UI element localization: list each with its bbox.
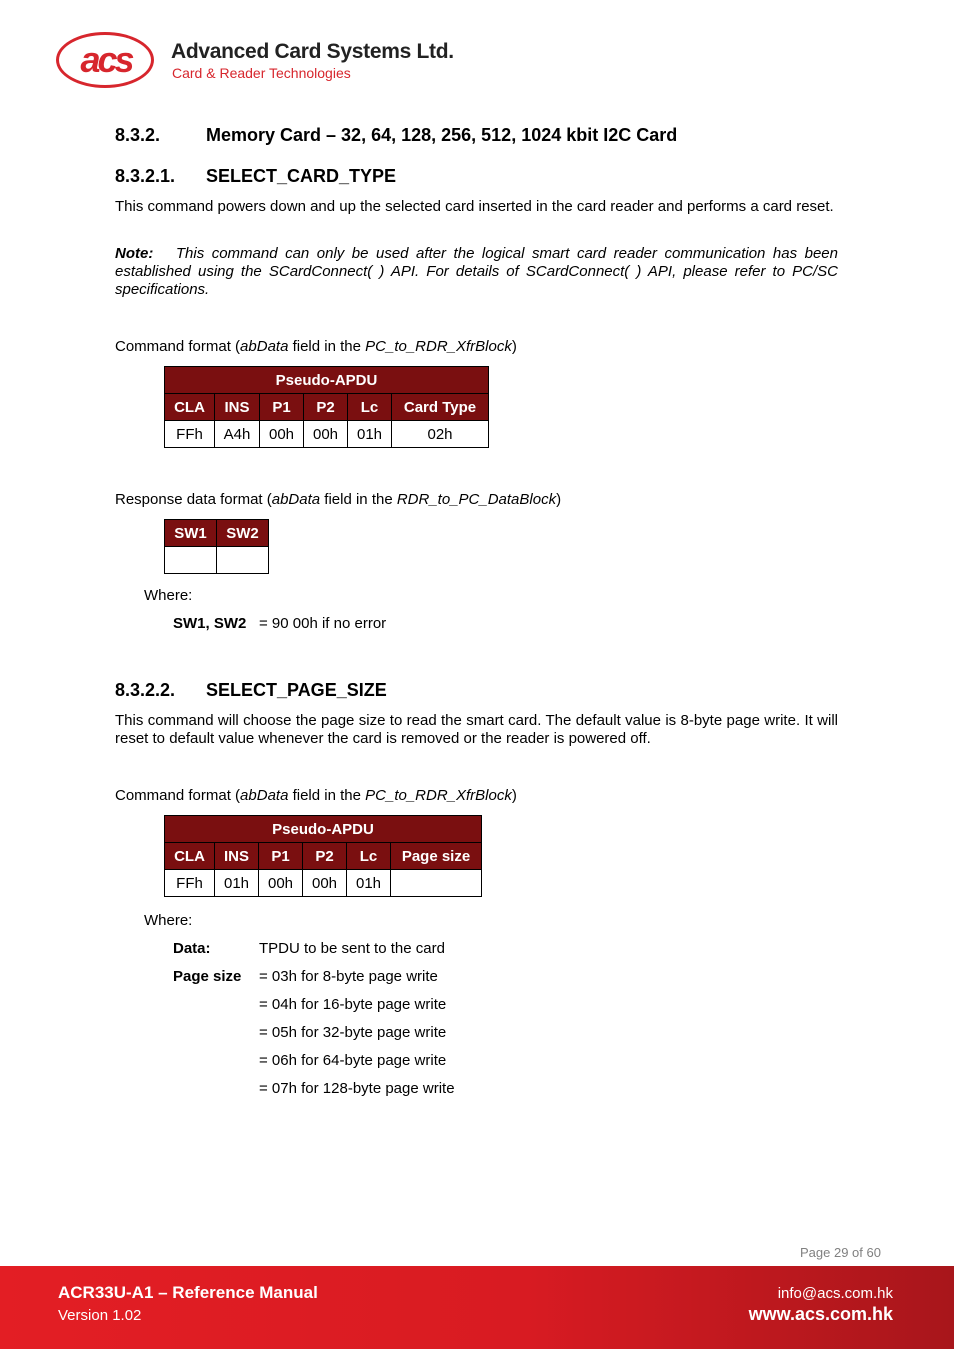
- format-block: RDR_to_PC_DataBlock: [396, 491, 557, 508]
- table-cell: FFh: [165, 421, 215, 448]
- table-header-cell: P2: [303, 843, 347, 870]
- table-cell: 00h: [260, 421, 304, 448]
- table-cell: 01h: [348, 421, 392, 448]
- table-header-cell: Lc: [347, 843, 391, 870]
- definition-desc: = 04h for 16-byte page write: [259, 996, 447, 1013]
- table-cell: A4h: [215, 421, 260, 448]
- description-paragraph: This command powers down and up the selected card inserted in the card reader and performs a card reset.: [115, 198, 834, 215]
- table-header-cell: CLA: [165, 394, 215, 421]
- table-cell: [165, 547, 217, 574]
- table-cell: 02h: [392, 421, 489, 448]
- note-text: This command can only be used after the logical smart card reader communication has been established using the SCardConnect( ) API. For details of SCardConnect( ) API, please refer to PC/SC specifications.: [115, 245, 838, 298]
- page-number: Page 29 of 60: [800, 1245, 881, 1260]
- format-suffix: ): [556, 491, 562, 508]
- table-title: Pseudo-APDU: [165, 367, 489, 394]
- format-field: abData: [240, 338, 289, 355]
- subsection-number: 8.3.2.1.: [115, 166, 176, 186]
- table-cell: 01h: [215, 870, 259, 897]
- table-cell: 01h: [347, 870, 391, 897]
- table-cell: FFh: [165, 870, 215, 897]
- subsection-number: 8.3.2.2.: [115, 680, 176, 700]
- definition-desc: TPDU to be sent to the card: [259, 940, 445, 957]
- select-card-type-table: [164, 366, 489, 448]
- note-label: Note:: [115, 245, 154, 262]
- contact-email[interactable]: info@acs.com.hk: [777, 1285, 893, 1302]
- definition-term: Data:: [173, 940, 211, 957]
- where-label: Where:: [144, 587, 193, 604]
- format-middle: field in the: [320, 491, 397, 508]
- table-cell: [217, 547, 269, 574]
- section-title: Memory Card – 32, 64, 128, 256, 512, 1024 kbit I2C Card: [206, 125, 678, 145]
- table-header-cell: SW1: [165, 520, 217, 547]
- format-suffix: ): [511, 787, 517, 804]
- subsection-title: SELECT_PAGE_SIZE: [206, 680, 387, 700]
- definition-desc: = 07h for 128-byte page write: [259, 1080, 455, 1097]
- section-number: 8.3.2.: [115, 125, 161, 145]
- table-cell: 00h: [304, 421, 348, 448]
- table-header-cell: P2: [304, 394, 348, 421]
- website-link[interactable]: www.acs.com.hk: [748, 1304, 893, 1324]
- table-cell: [391, 870, 482, 897]
- definition-desc: = 06h for 64-byte page write: [259, 1052, 447, 1069]
- format-field: abData: [271, 491, 321, 508]
- format-prefix: Response data format (: [115, 491, 272, 508]
- table-cell: 00h: [259, 870, 303, 897]
- format-block: PC_to_RDR_XfrBlock: [365, 338, 512, 355]
- format-prefix: Command format (: [115, 338, 241, 355]
- response-table: [164, 519, 269, 574]
- table-header-cell: P1: [260, 394, 304, 421]
- table-header-cell: Lc: [348, 394, 392, 421]
- definition-term: Page size: [173, 968, 242, 985]
- footer-bar: [0, 1266, 954, 1349]
- format-block: PC_to_RDR_XfrBlock: [365, 787, 512, 804]
- document-version: Version 1.02: [58, 1307, 142, 1324]
- select-page-size-table: [164, 815, 482, 897]
- table-header-cell: CLA: [165, 843, 215, 870]
- format-middle: field in the: [288, 338, 366, 355]
- table-title: Pseudo-APDU: [165, 816, 482, 843]
- definition-desc: = 05h for 32-byte page write: [259, 1024, 447, 1041]
- document-title: ACR33U-A1 – Reference Manual: [58, 1283, 318, 1302]
- format-field: abData: [240, 787, 289, 804]
- format-prefix: Command format (: [115, 787, 241, 804]
- table-header-cell: Card Type: [392, 394, 489, 421]
- response-format-label: [115, 491, 561, 509]
- definition-desc: = 03h for 8-byte page write: [259, 968, 438, 985]
- command-format-label: [115, 338, 517, 356]
- format-suffix: ): [511, 338, 517, 355]
- table-header-cell: INS: [215, 394, 260, 421]
- table-header-cell: Page size: [391, 843, 482, 870]
- table-header-cell: INS: [215, 843, 259, 870]
- description-paragraph: This command will choose the page size to read the smart card. The default value is 8-byte page write. It will reset to default value whenever the card is removed or the reader is powered off.: [115, 712, 838, 747]
- definition-desc: = 90 00h if no error: [259, 615, 387, 632]
- company-tagline: Card & Reader Technologies: [172, 65, 351, 81]
- note-paragraph: [115, 245, 838, 299]
- company-name: Advanced Card Systems Ltd.: [171, 40, 454, 63]
- definition-term: SW1, SW2: [173, 615, 247, 632]
- subsection-title: SELECT_CARD_TYPE: [206, 166, 397, 186]
- logo-mark: acs: [80, 39, 132, 80]
- format-middle: field in the: [288, 787, 366, 804]
- command-format-label: [115, 787, 517, 805]
- table-header-cell: SW2: [217, 520, 269, 547]
- table-header-cell: P1: [259, 843, 303, 870]
- where-label: Where:: [144, 912, 193, 929]
- table-cell: 00h: [303, 870, 347, 897]
